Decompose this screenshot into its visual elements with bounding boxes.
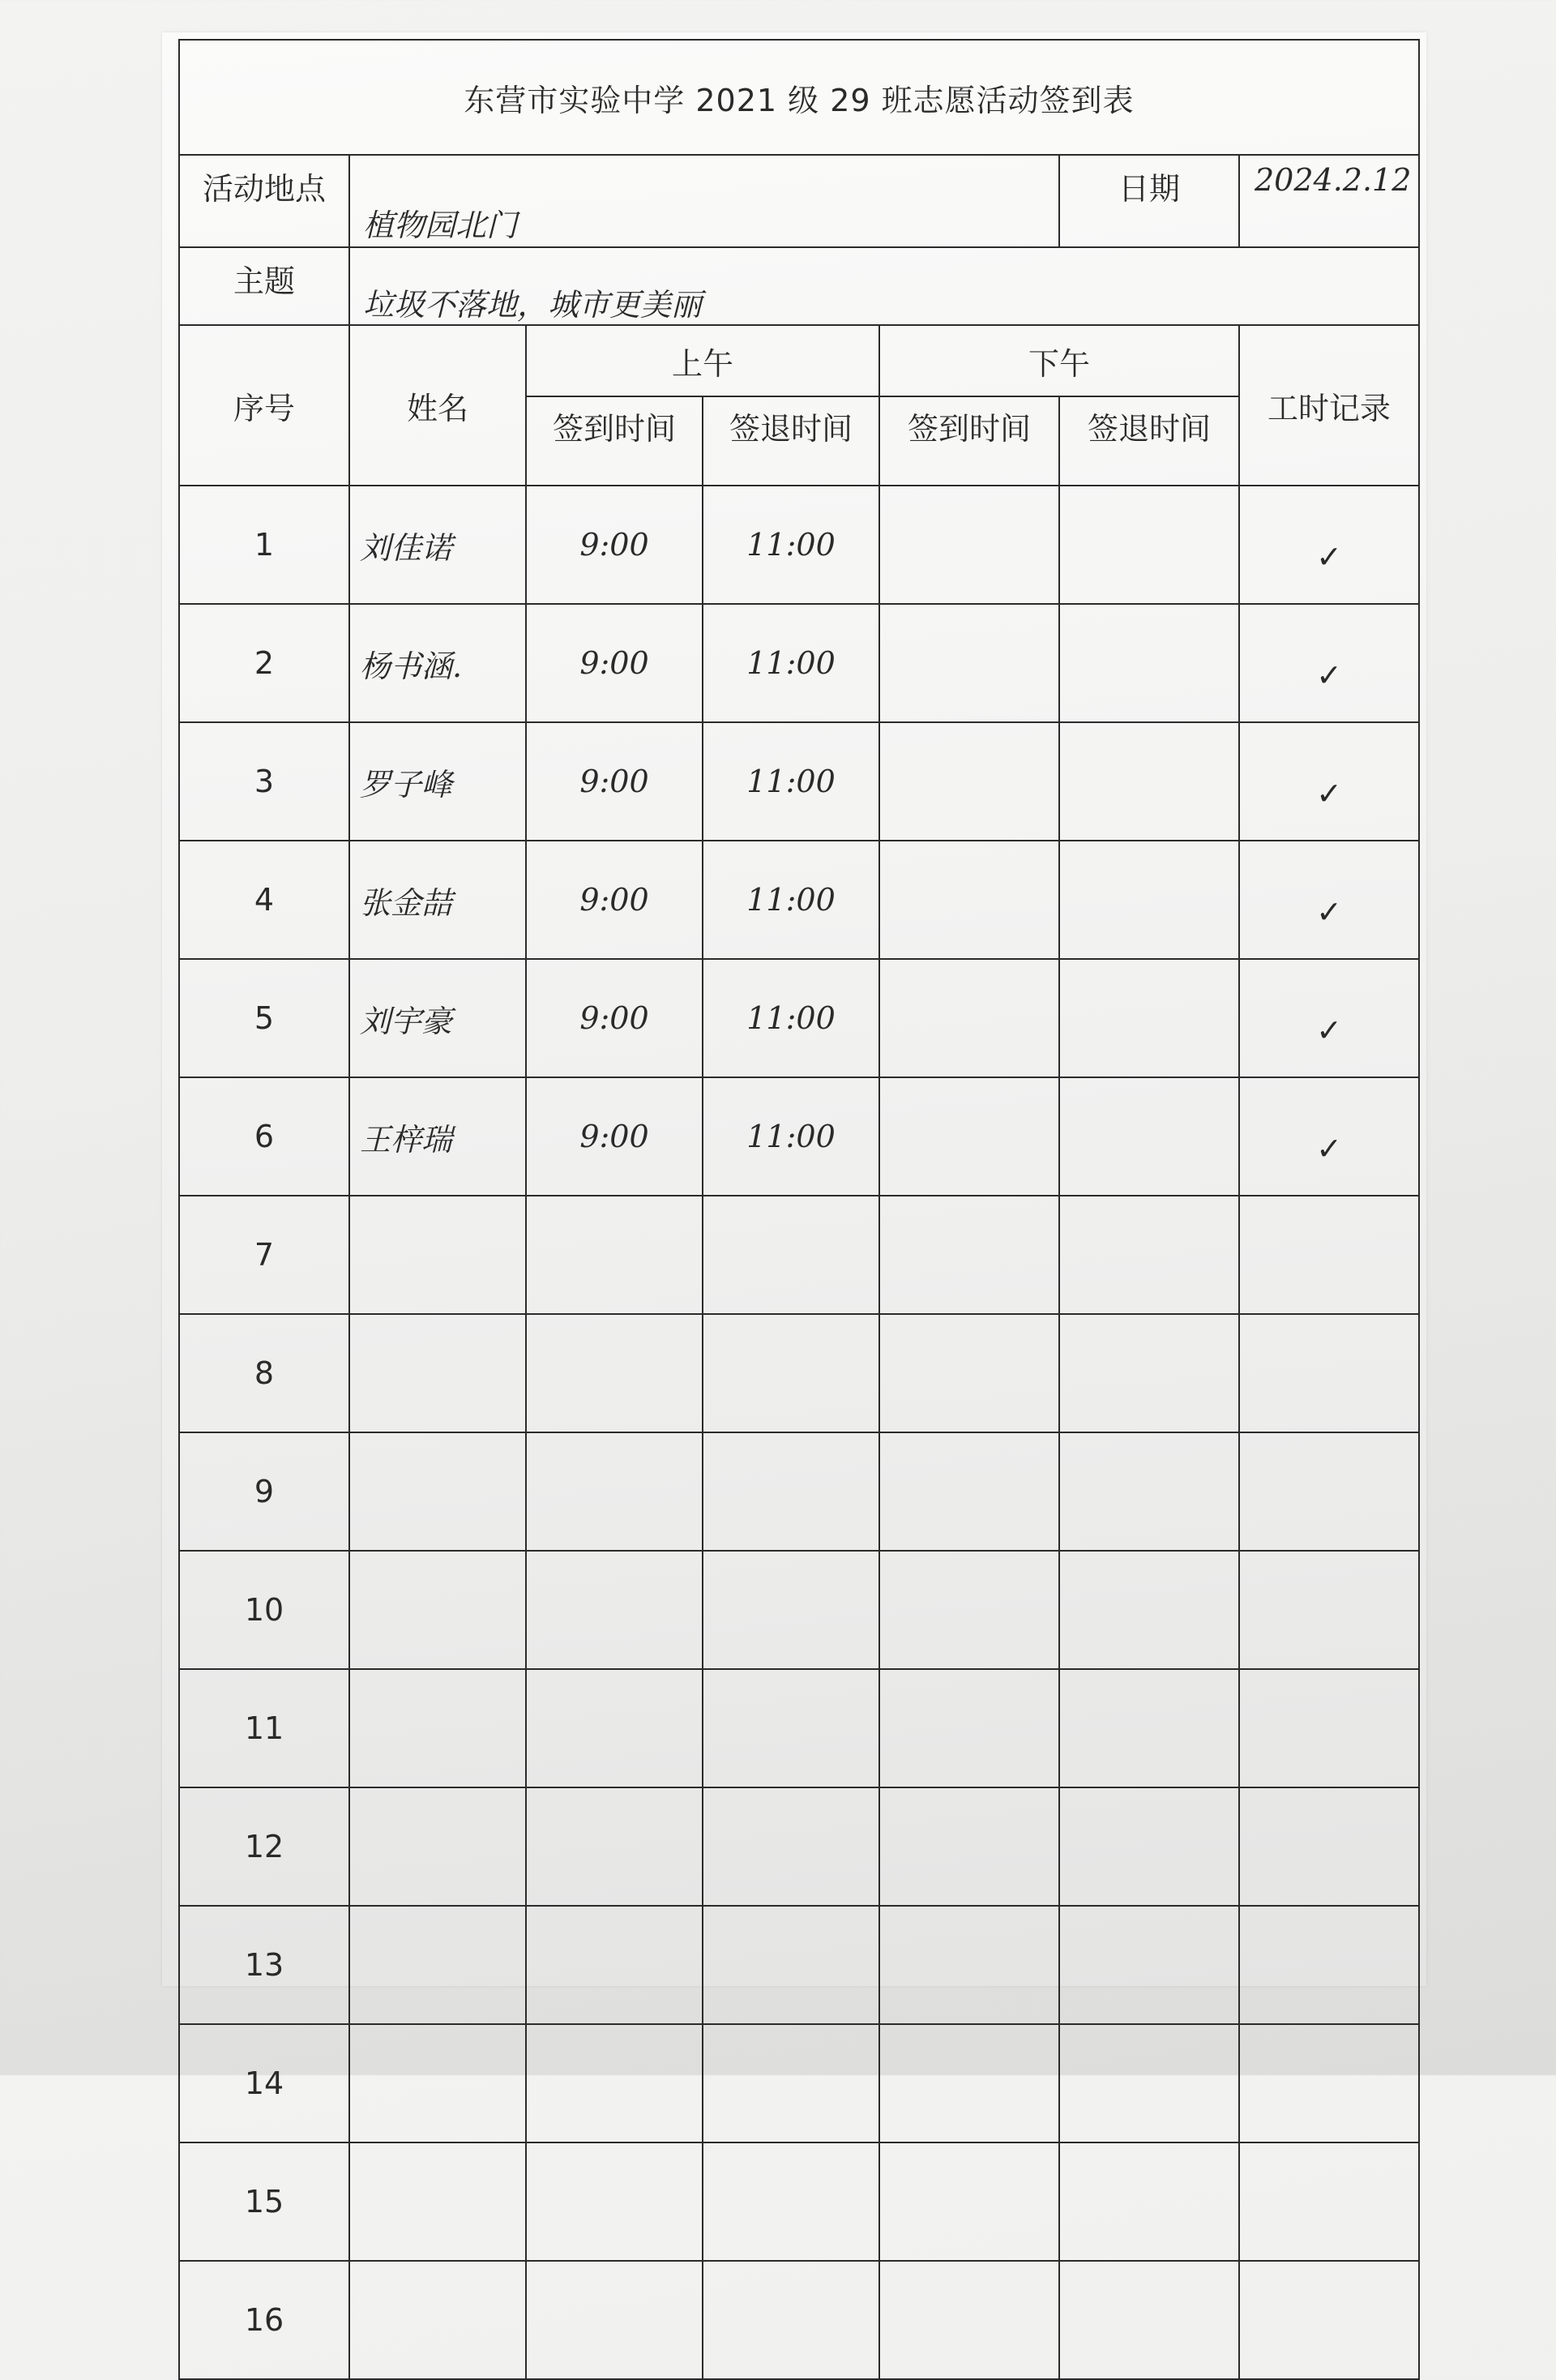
morning-sign-in-time: 9:00 <box>526 1077 703 1196</box>
table-row <box>179 2261 1419 2379</box>
afternoon-header: 下午 <box>879 325 1239 396</box>
afternoon-sign-out-time <box>1059 1669 1239 1787</box>
afternoon-sign-in-time <box>879 841 1059 959</box>
afternoon-sign-out-time <box>1059 722 1239 841</box>
row-number: 16 <box>179 2261 349 2379</box>
afternoon-sign-in-time <box>879 1551 1059 1669</box>
volunteer-name <box>349 1196 526 1314</box>
row-number: 12 <box>179 1787 349 1906</box>
theme-label: 主题 <box>179 247 349 325</box>
volunteer-name <box>349 1787 526 1906</box>
morning-sign-out-time: 11:00 <box>703 841 879 959</box>
afternoon-sign-in-time <box>879 1669 1059 1787</box>
volunteer-name: 杨书涵. <box>349 604 526 722</box>
morning-sign-out-time <box>703 1669 879 1787</box>
row-number: 8 <box>179 1314 349 1432</box>
hours-record <box>1239 1314 1419 1432</box>
afternoon-sign-out-time <box>1059 1077 1239 1196</box>
volunteer-name <box>349 2142 526 2261</box>
afternoon-sign-in-time <box>879 486 1059 604</box>
volunteer-name: 刘佳诺 <box>349 486 526 604</box>
volunteer-name <box>349 1551 526 1669</box>
location-value: 植物园北门 <box>349 155 1059 247</box>
row-number: 13 <box>179 1906 349 2024</box>
afternoon-sign-in-time <box>879 1314 1059 1432</box>
afternoon-sign-out-time <box>1059 2024 1239 2142</box>
date-value: 2024.2.12 <box>1239 155 1419 247</box>
morning-sign-out-time <box>703 1432 879 1551</box>
morning-sign-out-time <box>703 1551 879 1669</box>
morning-header: 上午 <box>526 325 879 396</box>
row-number: 6 <box>179 1077 349 1196</box>
hours-record: ✓ <box>1239 841 1419 959</box>
table-row <box>179 486 1419 604</box>
morning-sign-in-time <box>526 1906 703 2024</box>
hours-record: ✓ <box>1239 486 1419 604</box>
hours-record <box>1239 1669 1419 1787</box>
afternoon-sign-in-time <box>879 1196 1059 1314</box>
table-row <box>179 959 1419 1077</box>
afternoon-sign-in-time <box>879 1787 1059 1906</box>
table-row <box>179 1906 1419 2024</box>
volunteer-name <box>349 2024 526 2142</box>
afternoon-sign-in-time <box>879 2024 1059 2142</box>
morning-sign-in-time <box>526 1196 703 1314</box>
morning-sign-in-time <box>526 2261 703 2379</box>
afternoon-sign-in-time <box>879 604 1059 722</box>
morning-sign-out-time <box>703 2024 879 2142</box>
afternoon-sign-out-time <box>1059 486 1239 604</box>
hours-record <box>1239 2024 1419 2142</box>
morning-sign-out-time: 11:00 <box>703 1077 879 1196</box>
morning-sign-out-time <box>703 1787 879 1906</box>
row-number: 4 <box>179 841 349 959</box>
row-number: 10 <box>179 1551 349 1669</box>
row-number: 9 <box>179 1432 349 1551</box>
morning-sign-out-time <box>703 2261 879 2379</box>
morning-sign-in-time: 9:00 <box>526 486 703 604</box>
row-number: 2 <box>179 604 349 722</box>
morning-sign-out-time <box>703 1196 879 1314</box>
sign-in-table <box>178 39 1420 2380</box>
afternoon-sign-out-time <box>1059 1551 1239 1669</box>
morning-sign-out-time <box>703 1906 879 2024</box>
volunteer-name: 刘宇豪 <box>349 959 526 1077</box>
afternoon-sign-in-time <box>879 722 1059 841</box>
afternoon-sign-in-time <box>879 1077 1059 1196</box>
hours-record <box>1239 1196 1419 1314</box>
volunteer-name <box>349 1669 526 1787</box>
morning-sign-in-time: 9:00 <box>526 604 703 722</box>
hours-record <box>1239 1906 1419 2024</box>
table-row <box>179 2024 1419 2142</box>
hours-record <box>1239 2142 1419 2261</box>
table-row <box>179 1432 1419 1551</box>
afternoon-sign-out-time <box>1059 2142 1239 2261</box>
hours-record <box>1239 1787 1419 1906</box>
row-number: 7 <box>179 1196 349 1314</box>
name-header: 姓名 <box>349 325 526 486</box>
hours-header: 工时记录 <box>1239 325 1419 486</box>
volunteer-name <box>349 1432 526 1551</box>
volunteer-name <box>349 2261 526 2379</box>
location-label: 活动地点 <box>179 155 349 247</box>
afternoon-sign-out-time <box>1059 1432 1239 1551</box>
morning-sign-in-time <box>526 1432 703 1551</box>
afternoon-sign-out-time <box>1059 1787 1239 1906</box>
morning-sign-in-time: 9:00 <box>526 841 703 959</box>
morning-sign-out-time: 11:00 <box>703 722 879 841</box>
morning-sign-out-header: 签退时间 <box>703 396 879 486</box>
hours-record <box>1239 2261 1419 2379</box>
row-number: 1 <box>179 486 349 604</box>
morning-sign-in-time <box>526 2024 703 2142</box>
table-row <box>179 1196 1419 1314</box>
morning-sign-in-time: 9:00 <box>526 722 703 841</box>
volunteer-name: 罗子峰 <box>349 722 526 841</box>
afternoon-sign-in-time <box>879 1432 1059 1551</box>
morning-sign-in-time <box>526 1314 703 1432</box>
table-row <box>179 841 1419 959</box>
afternoon-sign-out-time <box>1059 2261 1239 2379</box>
table-row <box>179 1077 1419 1196</box>
volunteer-name: 张金喆 <box>349 841 526 959</box>
table-row <box>179 722 1419 841</box>
afternoon-sign-in-time <box>879 1906 1059 2024</box>
morning-sign-out-time <box>703 1314 879 1432</box>
seq-header: 序号 <box>179 325 349 486</box>
afternoon-sign-out-time <box>1059 1196 1239 1314</box>
morning-sign-out-time <box>703 2142 879 2261</box>
morning-sign-in-time <box>526 1551 703 1669</box>
hours-record: ✓ <box>1239 959 1419 1077</box>
paper-sheet <box>162 32 1426 2338</box>
row-number: 11 <box>179 1669 349 1787</box>
hours-record: ✓ <box>1239 722 1419 841</box>
form-title: 东营市实验中学 2021 级 29 班志愿活动签到表 <box>179 40 1419 155</box>
volunteer-name <box>349 1314 526 1432</box>
morning-sign-in-time <box>526 2142 703 2261</box>
morning-sign-out-time: 11:00 <box>703 959 879 1077</box>
hours-record <box>1239 1551 1419 1669</box>
afternoon-sign-out-time <box>1059 1906 1239 2024</box>
afternoon-sign-out-time <box>1059 841 1239 959</box>
morning-sign-in-time: 9:00 <box>526 959 703 1077</box>
table-row <box>179 1669 1419 1787</box>
theme-value: 垃圾不落地，城市更美丽 <box>349 247 1419 325</box>
morning-sign-out-time: 11:00 <box>703 486 879 604</box>
hours-record <box>1239 1432 1419 1551</box>
afternoon-sign-in-header: 签到时间 <box>879 396 1059 486</box>
row-number: 5 <box>179 959 349 1077</box>
morning-sign-in-header: 签到时间 <box>526 396 703 486</box>
morning-sign-in-time <box>526 1787 703 1906</box>
afternoon-sign-out-time <box>1059 1314 1239 1432</box>
table-row <box>179 604 1419 722</box>
table-row <box>179 1314 1419 1432</box>
afternoon-sign-in-time <box>879 959 1059 1077</box>
afternoon-sign-in-time <box>879 2142 1059 2261</box>
hours-record: ✓ <box>1239 604 1419 722</box>
volunteer-name <box>349 1906 526 2024</box>
morning-sign-out-time: 11:00 <box>703 604 879 722</box>
volunteer-name: 王梓瑞 <box>349 1077 526 1196</box>
table-row <box>179 1787 1419 1906</box>
row-number: 14 <box>179 2024 349 2142</box>
afternoon-sign-in-time <box>879 2261 1059 2379</box>
row-number: 3 <box>179 722 349 841</box>
afternoon-sign-out-time <box>1059 959 1239 1077</box>
afternoon-sign-out-header: 签退时间 <box>1059 396 1239 486</box>
table-row <box>179 2142 1419 2261</box>
afternoon-sign-out-time <box>1059 604 1239 722</box>
row-number: 15 <box>179 2142 349 2261</box>
table-row <box>179 1551 1419 1669</box>
morning-sign-in-time <box>526 1669 703 1787</box>
date-label: 日期 <box>1059 155 1239 247</box>
hours-record: ✓ <box>1239 1077 1419 1196</box>
